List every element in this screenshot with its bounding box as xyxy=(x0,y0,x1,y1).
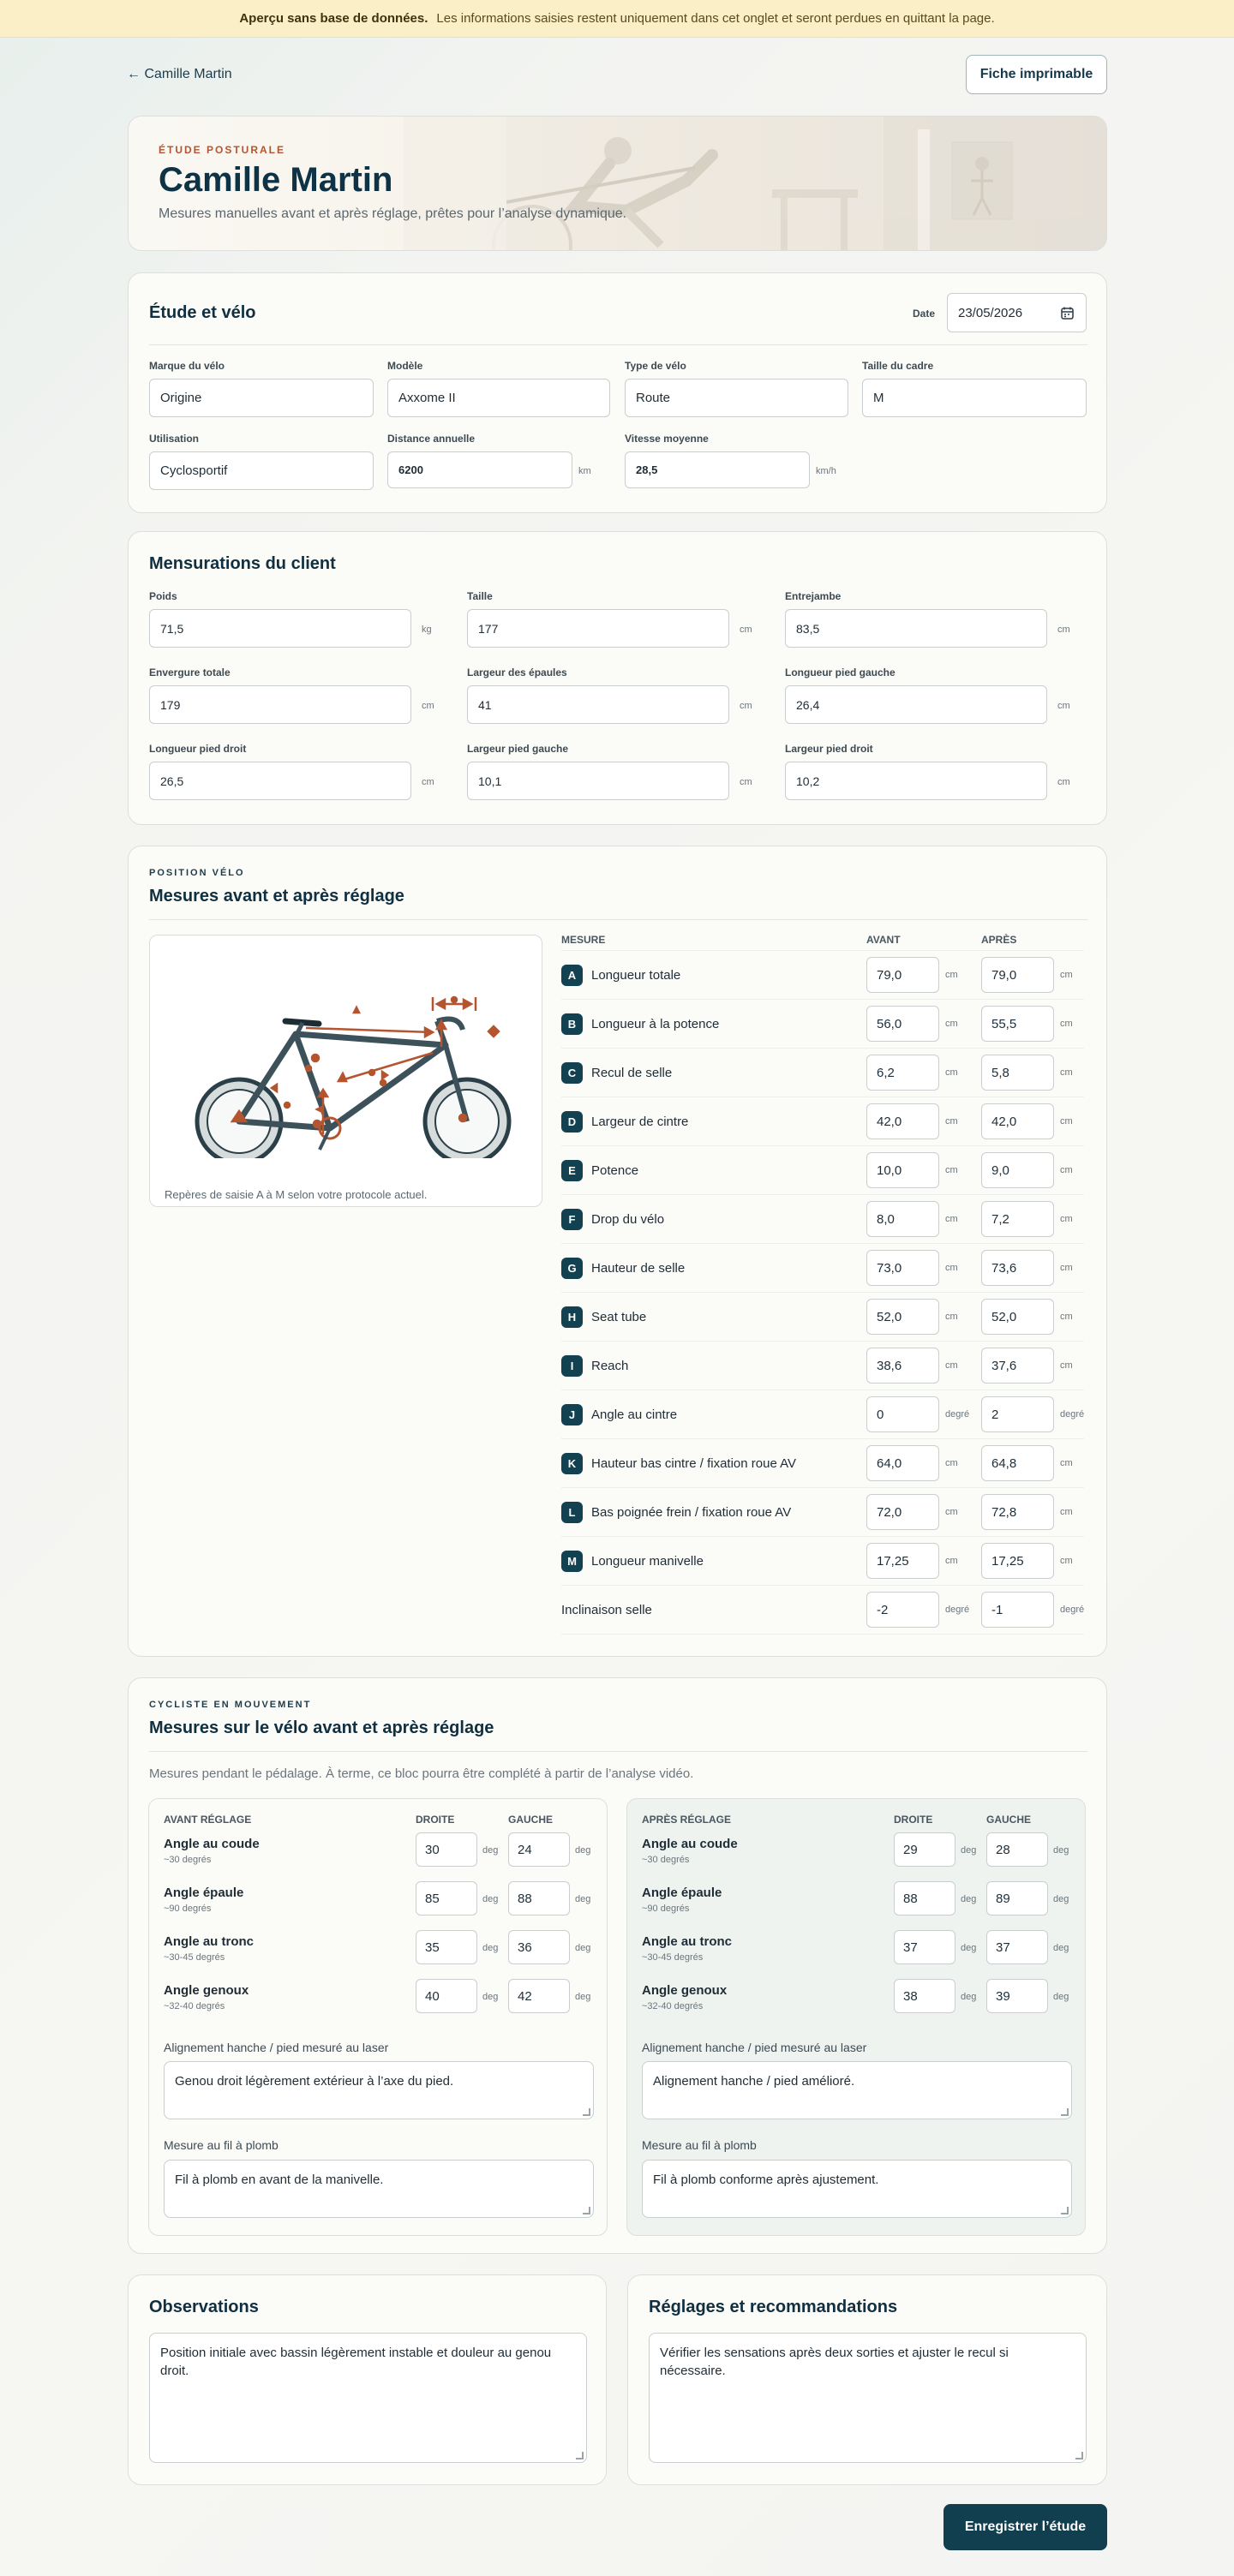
measure-before-input[interactable]: 42,0 xyxy=(866,1103,939,1139)
measure-unit: cm xyxy=(945,1067,958,1078)
angle-name: Angle épaule xyxy=(164,1886,244,1900)
measure-after-input[interactable]: 64,8 xyxy=(981,1445,1054,1481)
measure-name: Hauteur de selle xyxy=(591,1260,686,1276)
hero-card xyxy=(128,116,1107,251)
body-field-input[interactable]: 26,5 xyxy=(149,762,411,800)
measure-before-input[interactable]: 8,0 xyxy=(866,1201,939,1237)
angle-left-input[interactable]: 36 xyxy=(508,1930,570,1964)
deg-unit: deg xyxy=(1053,1992,1069,2002)
angle-right-input[interactable]: 85 xyxy=(416,1881,477,1916)
distance-input[interactable]: 6200 xyxy=(387,451,572,488)
deg-unit: deg xyxy=(575,1992,591,2002)
body-field-label: Largeur pied gauche xyxy=(467,743,569,755)
deg-unit: deg xyxy=(1053,1845,1069,1856)
measure-unit: cm xyxy=(945,1360,958,1371)
observations-text: Position initiale avec bassin légèrement instable et douleur au genou droit. xyxy=(160,2346,552,2378)
angle-right-input[interactable]: 29 xyxy=(894,1832,955,1867)
measure-unit: cm xyxy=(1060,1019,1073,1029)
deg-unit: deg xyxy=(482,1943,499,1953)
diagram-caption: Repères de saisie A à M selon votre protocole actuel. xyxy=(165,1188,428,1201)
date-input[interactable] xyxy=(947,293,1087,332)
body-field-label: Entrejambe xyxy=(785,590,842,602)
angle-right-input[interactable]: 38 xyxy=(894,1979,955,2013)
plumb-text: Fil à plomb en avant de la manivelle. xyxy=(175,2173,384,2187)
measure-row xyxy=(561,1244,1084,1293)
plumb-label: Mesure au fil à plomb xyxy=(164,2138,279,2152)
measure-unit: degré xyxy=(1060,1409,1085,1419)
measure-row xyxy=(561,1195,1084,1244)
after-panel xyxy=(626,1798,1086,2236)
angle-left-input[interactable]: 89 xyxy=(986,1881,1048,1916)
measure-before-input[interactable]: 6,2 xyxy=(866,1055,939,1091)
body-field-input[interactable]: 179 xyxy=(149,685,411,724)
body-measurements-card xyxy=(128,531,1107,825)
measure-unit: cm xyxy=(1060,1312,1073,1322)
measure-name: Potence xyxy=(591,1162,639,1178)
body-field-unit: cm xyxy=(740,777,752,787)
measure-letter-badge: C xyxy=(561,1062,583,1084)
speed-unit: km/h xyxy=(816,466,836,476)
angle-right-input[interactable]: 35 xyxy=(416,1930,477,1964)
measure-name: Drop du vélo xyxy=(591,1211,665,1227)
measure-row xyxy=(561,1390,1084,1439)
deg-unit: deg xyxy=(482,1845,499,1856)
measure-letter-badge: H xyxy=(561,1306,583,1328)
measure-after-input[interactable]: 7,2 xyxy=(981,1201,1054,1237)
measure-unit: cm xyxy=(945,1312,958,1322)
position-kicker: POSITION VÉLO xyxy=(149,868,245,878)
measure-unit: cm xyxy=(1060,1556,1073,1566)
measure-row xyxy=(561,1342,1084,1390)
measure-before-input[interactable]: 72,0 xyxy=(866,1494,939,1530)
resize-handle[interactable] xyxy=(1061,2108,1069,2116)
save-study-button[interactable]: Enregistrer l’étude xyxy=(943,2504,1107,2550)
deg-unit: deg xyxy=(1053,1943,1069,1953)
measure-after-input[interactable]: 17,25 xyxy=(981,1543,1054,1579)
body-field-label: Longueur pied droit xyxy=(149,743,247,755)
angle-name: Angle genoux xyxy=(642,1983,728,1998)
measure-before-input[interactable]: 64,0 xyxy=(866,1445,939,1481)
measure-name: Reach xyxy=(591,1358,629,1373)
measure-letter-badge: B xyxy=(561,1013,583,1035)
measure-name: Inclinaison selle xyxy=(561,1602,652,1617)
resize-handle[interactable] xyxy=(1075,2452,1083,2459)
angle-right-input[interactable]: 88 xyxy=(894,1881,955,1916)
body-title: Mensurations du client xyxy=(149,554,336,573)
body-field-unit: cm xyxy=(1057,777,1070,787)
back-link[interactable]: ← Camille Martin xyxy=(127,67,232,81)
measure-after-input[interactable]: 79,0 xyxy=(981,957,1054,993)
measure-after-input[interactable]: 72,8 xyxy=(981,1494,1054,1530)
deg-unit: deg xyxy=(575,1845,591,1856)
measure-letter-badge: E xyxy=(561,1160,583,1181)
measure-unit: cm xyxy=(1060,1214,1073,1224)
measure-unit: cm xyxy=(1060,1360,1073,1371)
measure-after-input[interactable]: 9,0 xyxy=(981,1152,1054,1188)
body-field-input[interactable]: 71,5 xyxy=(149,609,411,648)
laser-text: Alignement hanche / pied amélioré. xyxy=(653,2074,855,2089)
measure-after-input[interactable]: 42,0 xyxy=(981,1103,1054,1139)
print-button[interactable]: Fiche imprimable xyxy=(966,55,1107,94)
measure-name: Largeur de cintre xyxy=(591,1114,689,1129)
col-after: APRÈS xyxy=(981,934,1017,946)
angle-hint: ~30 degrés xyxy=(642,1855,690,1865)
measure-unit: cm xyxy=(945,1116,958,1127)
angle-left-input[interactable]: 28 xyxy=(986,1832,1048,1867)
plumb-textarea[interactable] xyxy=(164,2160,594,2218)
client-name: Camille Martin xyxy=(159,161,393,199)
measure-row xyxy=(561,1146,1084,1195)
body-field-label: Largeur pied droit xyxy=(785,743,873,755)
position-title: Mesures avant et après réglage xyxy=(149,887,404,905)
bike-diagram-box xyxy=(149,935,542,1207)
resize-handle[interactable] xyxy=(583,2108,590,2116)
measure-row xyxy=(561,1439,1084,1488)
preview-banner xyxy=(0,0,1234,38)
hero-subtitle: Mesures manuelles avant et après réglage, prêtes pour l’analyse dynamique. xyxy=(159,206,627,221)
calendar-icon[interactable] xyxy=(1061,307,1074,320)
measure-unit: cm xyxy=(945,1263,958,1273)
measure-name: Recul de selle xyxy=(591,1065,673,1080)
measure-unit: cm xyxy=(945,1556,958,1566)
measure-before-input[interactable]: 79,0 xyxy=(866,957,939,993)
laser-text: Genou droit légèrement extérieur à l’axe du pied. xyxy=(175,2074,454,2089)
measure-name: Longueur totale xyxy=(591,967,681,983)
col-left: GAUCHE xyxy=(508,1814,554,1826)
col-right: DROITE xyxy=(894,1814,933,1826)
angle-right-input[interactable]: 40 xyxy=(416,1979,477,2013)
usage-label: Utilisation xyxy=(149,433,200,445)
measure-letter-badge: J xyxy=(561,1404,583,1425)
banner-text: Les informations saisies restent uniquement dans cet onglet et seront perdues en quittant la page. xyxy=(436,11,995,26)
laser-textarea[interactable] xyxy=(642,2061,1072,2119)
distance-unit: km xyxy=(578,466,591,476)
measure-name: Longueur manivelle xyxy=(591,1553,704,1569)
col-left: GAUCHE xyxy=(986,1814,1032,1826)
divider xyxy=(149,1751,1087,1752)
measure-unit: cm xyxy=(1060,1165,1073,1175)
measure-row xyxy=(561,1586,1084,1635)
measure-before-input[interactable]: 52,0 xyxy=(866,1299,939,1335)
body-field-input[interactable]: 26,4 xyxy=(785,685,1047,724)
date-label: Date xyxy=(913,308,936,320)
table-header xyxy=(561,917,1084,951)
measure-letter-badge: F xyxy=(561,1209,583,1230)
measure-unit: degré xyxy=(1060,1605,1085,1615)
measure-before-input[interactable]: 38,6 xyxy=(866,1348,939,1384)
distance-label: Distance annuelle xyxy=(387,433,476,445)
measure-letter-badge: G xyxy=(561,1258,583,1279)
measure-before-input[interactable]: 56,0 xyxy=(866,1006,939,1042)
brand-input[interactable]: Origine xyxy=(149,379,374,417)
body-field-unit: cm xyxy=(1057,701,1070,711)
measure-row xyxy=(561,1293,1084,1342)
deg-unit: deg xyxy=(1053,1894,1069,1904)
type-label: Type de vélo xyxy=(625,360,686,372)
measure-before-input[interactable]: -2 xyxy=(866,1592,939,1628)
body-field-input[interactable]: 10,1 xyxy=(467,762,729,800)
measure-after-input[interactable]: 2 xyxy=(981,1396,1054,1432)
measure-row xyxy=(561,1097,1084,1146)
model-label: Modèle xyxy=(387,360,423,372)
angle-name: Angle au tronc xyxy=(164,1934,255,1949)
measure-row xyxy=(561,1537,1084,1586)
measure-row xyxy=(561,951,1084,1000)
measure-letter-badge: I xyxy=(561,1355,583,1377)
body-field-input[interactable]: 177 xyxy=(467,609,729,648)
plumb-textarea[interactable] xyxy=(642,2160,1072,2218)
recommendations-text: Vérifier les sensations après deux sorties et ajuster le recul si nécessaire. xyxy=(660,2346,1009,2378)
angle-name: Angle épaule xyxy=(642,1886,722,1900)
measure-row xyxy=(561,1000,1084,1049)
angle-hint: ~30 degrés xyxy=(164,1855,212,1865)
deg-unit: deg xyxy=(961,1943,977,1953)
measure-name: Angle au cintre xyxy=(591,1407,678,1422)
motion-intro: Mesures pendant le pédalage. À terme, ce bloc pourra être complété à partir de l’analyse vidéo. xyxy=(149,1766,694,1781)
measure-unit: cm xyxy=(1060,1116,1073,1127)
model-input[interactable]: Axxome II xyxy=(387,379,610,417)
date-value: 23/05/2026 xyxy=(958,305,1023,320)
measure-unit: cm xyxy=(1060,1458,1073,1468)
position-card xyxy=(128,846,1107,1657)
measure-unit: cm xyxy=(945,1214,958,1224)
measure-name: Seat tube xyxy=(591,1309,647,1324)
plumb-label: Mesure au fil à plomb xyxy=(642,2138,757,2152)
divider xyxy=(149,344,1087,345)
usage-input[interactable]: Cyclosportif xyxy=(149,451,374,490)
measure-before-input[interactable]: 17,25 xyxy=(866,1543,939,1579)
measure-letter-badge: K xyxy=(561,1453,583,1474)
recommendations-title: Réglages et recommandations xyxy=(649,2298,898,2316)
angle-right-input[interactable]: 37 xyxy=(894,1930,955,1964)
resize-handle[interactable] xyxy=(583,2207,590,2214)
recommendations-textarea[interactable] xyxy=(649,2333,1087,2463)
recommendations-card xyxy=(627,2274,1107,2485)
motion-kicker: CYCLISTE EN MOUVEMENT xyxy=(149,1700,312,1710)
measure-letter-badge: M xyxy=(561,1551,583,1572)
measure-letter-badge: A xyxy=(561,965,583,986)
col-right: DROITE xyxy=(416,1814,455,1826)
observations-card xyxy=(128,2274,607,2485)
measure-unit: cm xyxy=(945,970,958,980)
angle-name: Angle au tronc xyxy=(642,1934,733,1949)
measure-after-input[interactable]: -1 xyxy=(981,1592,1054,1628)
deg-unit: deg xyxy=(482,1894,499,1904)
body-field-label: Envergure totale xyxy=(149,666,231,678)
speed-input[interactable]: 28,5 xyxy=(625,451,810,488)
angle-left-input[interactable]: 42 xyxy=(508,1979,570,2013)
size-input[interactable]: M xyxy=(862,379,1087,417)
banner-bold: Aperçu sans base de données. xyxy=(239,11,428,26)
body-field-unit: cm xyxy=(422,701,434,711)
body-field-input[interactable]: 83,5 xyxy=(785,609,1047,648)
study-card xyxy=(128,272,1107,513)
angle-hint: ~30-45 degrés xyxy=(164,1952,225,1963)
laser-textarea[interactable] xyxy=(164,2061,594,2119)
angle-hint: ~32-40 degrés xyxy=(164,2001,225,2011)
measure-after-input[interactable]: 37,6 xyxy=(981,1348,1054,1384)
speed-label: Vitesse moyenne xyxy=(625,433,709,445)
observations-title: Observations xyxy=(149,2298,259,2316)
plumb-text: Fil à plomb conforme après ajustement. xyxy=(653,2173,879,2187)
measure-unit: degré xyxy=(945,1605,970,1615)
body-field-input[interactable]: 41 xyxy=(467,685,729,724)
angle-hint: ~90 degrés xyxy=(164,1904,212,1914)
measure-name: Longueur à la potence xyxy=(591,1016,720,1031)
angle-hint: ~90 degrés xyxy=(642,1904,690,1914)
deg-unit: deg xyxy=(575,1894,591,1904)
measure-letter-badge: L xyxy=(561,1502,583,1523)
motion-title: Mesures sur le vélo avant et après réglage xyxy=(149,1718,494,1737)
angle-right-input[interactable]: 30 xyxy=(416,1832,477,1867)
measure-unit: cm xyxy=(1060,970,1073,980)
measure-before-input[interactable]: 10,0 xyxy=(866,1152,939,1188)
body-field-label: Longueur pied gauche xyxy=(785,666,896,678)
angle-name: Angle au coude xyxy=(642,1837,738,1851)
body-field-unit: cm xyxy=(740,701,752,711)
body-field-input[interactable]: 10,2 xyxy=(785,762,1047,800)
body-field-unit: cm xyxy=(1057,625,1070,635)
deg-unit: deg xyxy=(575,1943,591,1953)
measure-unit: cm xyxy=(1060,1067,1073,1078)
panel-title: AVANT RÉGLAGE xyxy=(164,1814,252,1826)
angle-name: Angle au coude xyxy=(164,1837,260,1851)
measure-name: Bas poignée frein / fixation roue AV xyxy=(591,1504,792,1520)
measure-unit: cm xyxy=(945,1507,958,1517)
observations-textarea[interactable] xyxy=(149,2333,587,2463)
measure-unit: cm xyxy=(1060,1507,1073,1517)
body-field-label: Taille xyxy=(467,590,493,602)
measure-unit: cm xyxy=(1060,1263,1073,1273)
measure-unit: cm xyxy=(945,1458,958,1468)
col-measure: MESURE xyxy=(561,934,606,946)
measure-after-input[interactable]: 5,8 xyxy=(981,1055,1054,1091)
deg-unit: deg xyxy=(482,1992,499,2002)
measure-unit: cm xyxy=(945,1165,958,1175)
body-field-unit: cm xyxy=(422,777,434,787)
angle-left-input[interactable]: 37 xyxy=(986,1930,1048,1964)
before-panel xyxy=(148,1798,608,2236)
laser-label: Alignement hanche / pied mesuré au laser xyxy=(164,2041,389,2054)
angle-hint: ~32-40 degrés xyxy=(642,2001,704,2011)
angle-left-input[interactable]: 39 xyxy=(986,1979,1048,2013)
measure-letter-badge: D xyxy=(561,1111,583,1133)
study-title: Étude et vélo xyxy=(149,303,256,322)
measure-after-input[interactable]: 52,0 xyxy=(981,1299,1054,1335)
body-field-unit: cm xyxy=(740,625,752,635)
measure-row xyxy=(561,1488,1084,1537)
measure-after-input[interactable]: 73,6 xyxy=(981,1250,1054,1286)
measure-before-input[interactable]: 0 xyxy=(866,1396,939,1432)
measure-before-input[interactable]: 73,0 xyxy=(866,1250,939,1286)
angle-name: Angle genoux xyxy=(164,1983,249,1998)
measure-name: Hauteur bas cintre / fixation roue AV xyxy=(591,1455,797,1471)
deg-unit: deg xyxy=(961,1845,977,1856)
deg-unit: deg xyxy=(961,1992,977,2002)
body-field-label: Poids xyxy=(149,590,177,602)
hero-background-image xyxy=(404,117,1106,251)
panel-title: APRÈS RÉGLAGE xyxy=(642,1814,732,1826)
resize-handle[interactable] xyxy=(576,2452,584,2459)
angle-hint: ~30-45 degrés xyxy=(642,1952,704,1963)
measure-row xyxy=(561,1049,1084,1097)
laser-label: Alignement hanche / pied mesuré au laser xyxy=(642,2041,867,2054)
resize-handle[interactable] xyxy=(1061,2207,1069,2214)
deg-unit: deg xyxy=(961,1894,977,1904)
angle-left-input[interactable]: 24 xyxy=(508,1832,570,1867)
measure-unit: cm xyxy=(945,1019,958,1029)
body-field-label: Largeur des épaules xyxy=(467,666,567,678)
measure-after-input[interactable]: 55,5 xyxy=(981,1006,1054,1042)
measure-unit: degré xyxy=(945,1409,970,1419)
angle-left-input[interactable]: 88 xyxy=(508,1881,570,1916)
type-input[interactable]: Route xyxy=(625,379,848,417)
hero-kicker: ÉTUDE POSTURALE xyxy=(159,144,286,156)
col-before: AVANT xyxy=(866,934,901,946)
bike-diagram xyxy=(150,935,542,1158)
body-field-unit: kg xyxy=(422,625,432,635)
size-label: Taille du cadre xyxy=(862,360,934,372)
brand-label: Marque du vélo xyxy=(149,360,225,372)
